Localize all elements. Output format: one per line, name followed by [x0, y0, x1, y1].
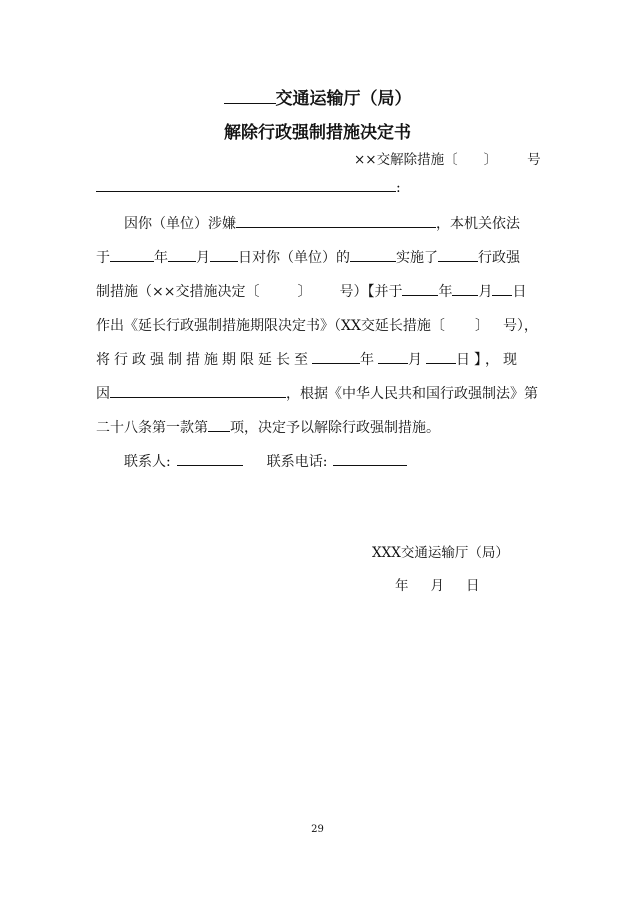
body-text: 因你（单位）涉嫌 — [124, 216, 236, 232]
recipient-blank[interactable] — [96, 177, 396, 192]
document-number — [354, 148, 541, 168]
body-text: 〕 — [297, 284, 312, 300]
day-blank[interactable] — [210, 247, 238, 262]
body-text: 年 — [438, 284, 453, 300]
body-text: 月 — [408, 352, 426, 368]
body-line-5 — [96, 349, 556, 369]
agency-name-blank[interactable] — [224, 86, 276, 104]
measure-type-blank[interactable] — [438, 247, 478, 262]
doc-number-suffix: 号 — [527, 152, 541, 168]
body-text: 行政强 — [478, 250, 520, 266]
body-text: 将行政强制措施期限延长至 — [96, 352, 312, 368]
contact-blank[interactable] — [177, 451, 243, 466]
signature-date — [395, 574, 502, 594]
body-line-1 — [96, 213, 556, 233]
body-text: 因 — [96, 386, 110, 402]
body-line-4 — [96, 315, 556, 335]
body-line-7 — [96, 417, 556, 437]
body-line-3 — [96, 281, 556, 301]
document-header — [0, 84, 635, 109]
contact-label: 联系人: — [124, 454, 171, 470]
day-blank[interactable] — [492, 281, 512, 296]
year-blank[interactable] — [110, 247, 154, 262]
body-text: 年 — [154, 250, 168, 266]
doc-number-prefix: ××交解除措施〔 — [354, 152, 458, 168]
date-year: 年 — [395, 578, 409, 594]
year-blank[interactable] — [312, 349, 360, 364]
month-blank[interactable] — [168, 247, 196, 262]
suspected-violation-blank[interactable] — [236, 213, 436, 228]
body-text: ，根据《中华人民共和国行政强制法》第 — [286, 386, 538, 402]
body-text: 二十八条第一款第 — [96, 420, 208, 436]
body-text: 日对你（单位）的 — [238, 250, 350, 266]
body-text: 作出《延长行政强制措施期限决定书》（XX交延长措施〔 — [96, 318, 445, 334]
body-line-2 — [96, 247, 556, 267]
agency-suffix: 交通运输厅（局） — [275, 89, 412, 109]
document-title: 解除行政强制措施决定书 — [224, 123, 411, 143]
body-text: 〕 — [474, 318, 489, 334]
page-number: 29 — [311, 824, 324, 835]
body-text: 日 — [512, 284, 527, 300]
contact-line — [96, 451, 556, 471]
date-day: 日 — [466, 578, 480, 594]
recipient-colon: : — [396, 180, 401, 196]
phone-blank[interactable] — [333, 451, 407, 466]
recipient-line — [96, 177, 401, 196]
day-blank[interactable] — [426, 349, 456, 364]
date-month: 月 — [430, 578, 444, 594]
phone-label: 联系电话: — [266, 454, 328, 470]
object-blank[interactable] — [350, 247, 396, 262]
body-text: 项，决定予以解除行政强制措施。 — [230, 420, 440, 436]
year-blank[interactable] — [402, 281, 438, 296]
body-text: 日 — [456, 352, 474, 368]
body-text: 月 — [196, 250, 210, 266]
body-text: ，本机关依法 — [436, 216, 520, 232]
body-text: 】， — [474, 352, 503, 368]
body-text: 现 — [503, 352, 521, 368]
body-text: 实施了 — [396, 250, 438, 266]
signature-org: XXX交通运输厅（局） — [372, 545, 509, 561]
body-text: 号）【并于 — [339, 284, 403, 300]
item-number-blank[interactable] — [208, 417, 230, 432]
month-blank[interactable] — [378, 349, 408, 364]
body-text: 号）， — [502, 318, 538, 334]
body-text: 制措施（××交措施决定〔 — [96, 284, 260, 300]
body-text: 月 — [478, 284, 493, 300]
doc-number-bracket-close: 〕 — [483, 152, 498, 168]
body-text: 于 — [96, 250, 110, 266]
month-blank[interactable] — [452, 281, 478, 296]
reason-blank[interactable] — [110, 383, 286, 398]
body-line-6 — [96, 383, 556, 403]
body-text: 年 — [360, 352, 378, 368]
